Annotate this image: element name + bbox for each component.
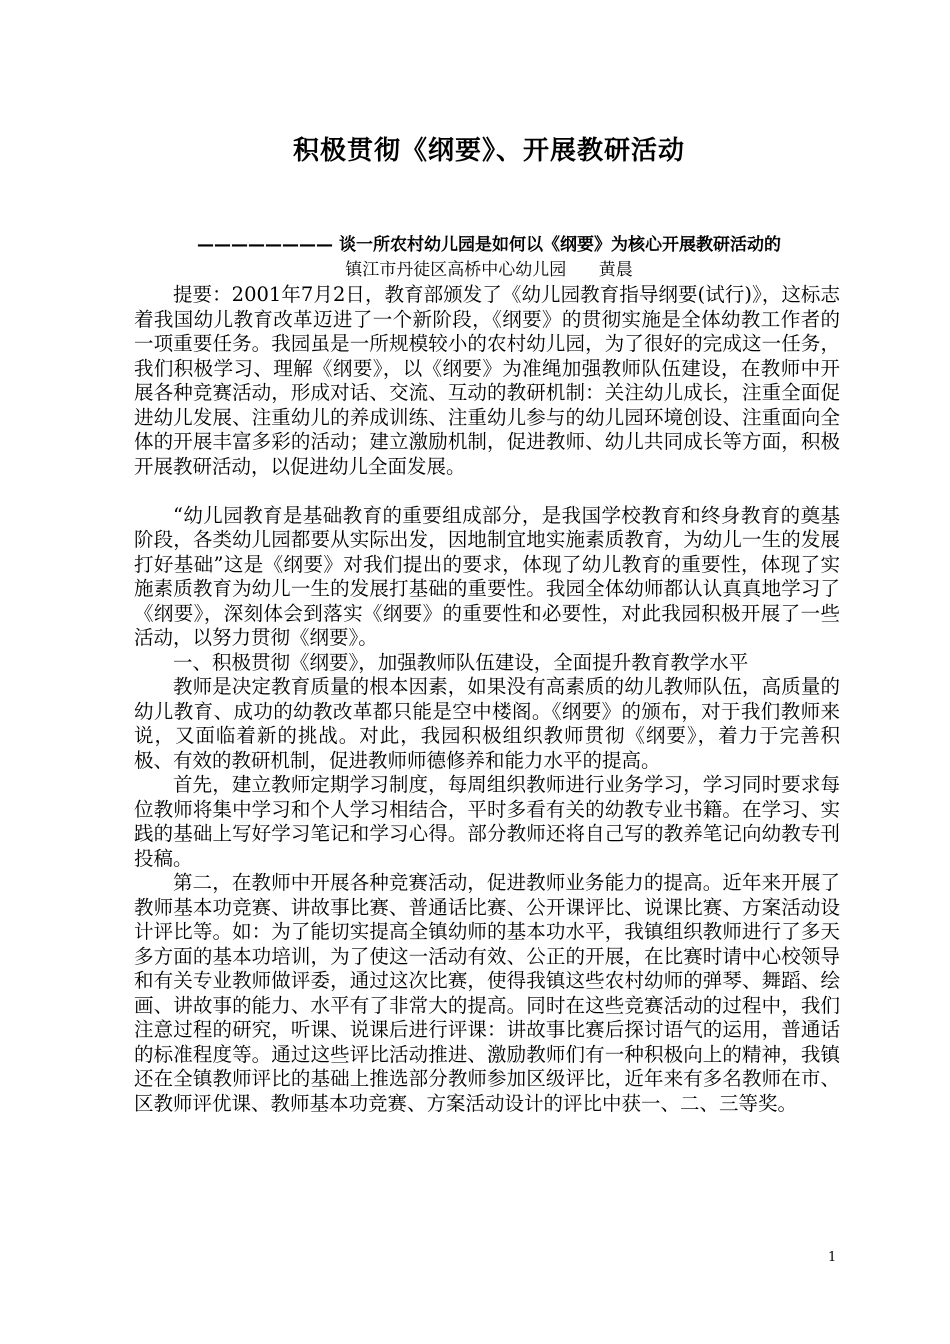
- body-paragraph: “幼儿园教育是基础教育的重要组成部分，是我国学校教育和终身教育的奠基阶段，各类幼儿园都要从实际出发，因地制宜地实施素质教育，为幼儿一生的发展打好基础”这是《纲要》对我们提出的要求，体现了幼儿教育的重要性，体现了实施素质教育为幼儿一生的发展打基础的重要性。我园全体幼师都认认真真地学习了《纲要》，深刻体会到落实《纲要》的重要性和必要性，对此我园积极开展了一些活动，以努力贯彻《纲要》。: [134, 503, 840, 649]
- body-paragraph: 第二，在教师中开展各种竞赛活动，促进教师业务能力的提高。近年来开展了教师基本功竞赛、讲故事比赛、普通话比赛、公开课评比、说课比赛、方案活动设计评比等。如：为了能切实提高全镇幼师的基本功水平，我镇组织教师进行了多天多方面的基本功培训，为了使这一活动有效、公正的开展，在比赛时请中心校领导和有关专业教师做评委，通过这次比赛，使得我镇这些农村幼师的弹琴、舞蹈、绘画、讲故事的能力、水平有了非常大的提高。同时在这些竞赛活动的过程中，我们注意过程的研究，听课、说课后进行评课：讲故事比赛后探讨语气的运用，普通话的标准程度等。通过这些评比活动推进、激励教师们有一种积极向上的精神，我镇还在全镇教师评比的基础上推选部分教师参加区级评比，近年来有多名教师在市、区教师评优课、教师基本功竞赛、方案活动设计的评比中获一、二、三等奖。: [134, 871, 840, 1115]
- body-paragraph: 首先，建立教师定期学习制度，每周组织教师进行业务学习，学习同时要求每位教师将集中学习和个人学习相结合，平时多看有关的幼教专业书籍。在学习、实践的基础上写好学习笔记和学习心得。部分教师还将自己写的教养笔记向幼教专刊投稿。: [134, 773, 840, 870]
- document-body: [134, 283, 840, 1116]
- document-title: 积极贯彻《纲要》、开展教研活动: [292, 136, 685, 166]
- paragraph-spacer: [134, 479, 840, 504]
- document-subtitle: ———————— 谈一所农村幼儿园是如何以《纲要》为核心开展教研活动的: [197, 235, 781, 255]
- author-line: 镇江市丹徒区高桥中心幼儿园 黄晨: [345, 260, 633, 280]
- page-number: 1: [828, 1250, 837, 1265]
- section-heading: 一、积极贯彻《纲要》，加强教师队伍建设，全面提升教育教学水平: [173, 650, 749, 674]
- body-paragraph: 教师是决定教育质量的根本因素，如果没有高素质的幼儿教师队伍，高质量的幼儿教育、成功的幼教改革都只能是空中楼阁。《纲要》的颁布，对于我们教师来说，又面临着新的挑战。对此，我园积极组织教师贯彻《纲要》，着力于完善积极、有效的教研机制，促进教师师德修养和能力水平的提高。: [134, 675, 840, 772]
- abstract-paragraph: 提要：2001年7月2日，教育部颁发了《幼儿园教育指导纲要(试行)》，这标志着我国幼儿教育改革迈进了一个新阶段，《纲要》的贯彻实施是全体幼教工作者的一项重要任务。我园虽是一所规模较小的农村幼儿园，为了很好的完成这一任务，我们积极学习、理解《纲要》，以《纲要》为准绳加强教师队伍建设，在教师中开展各种竞赛活动，形成对话、交流、互动的教研机制：关注幼儿成长，注重全面促进幼儿发展、注重幼儿的养成训练、注重幼儿参与的幼儿园环境创设、注重面向全体的开展丰富多彩的活动；建立激励机制，促进教师、幼儿共同成长等方面，积极开展教研活动，以促进幼儿全面发展。: [134, 283, 840, 478]
